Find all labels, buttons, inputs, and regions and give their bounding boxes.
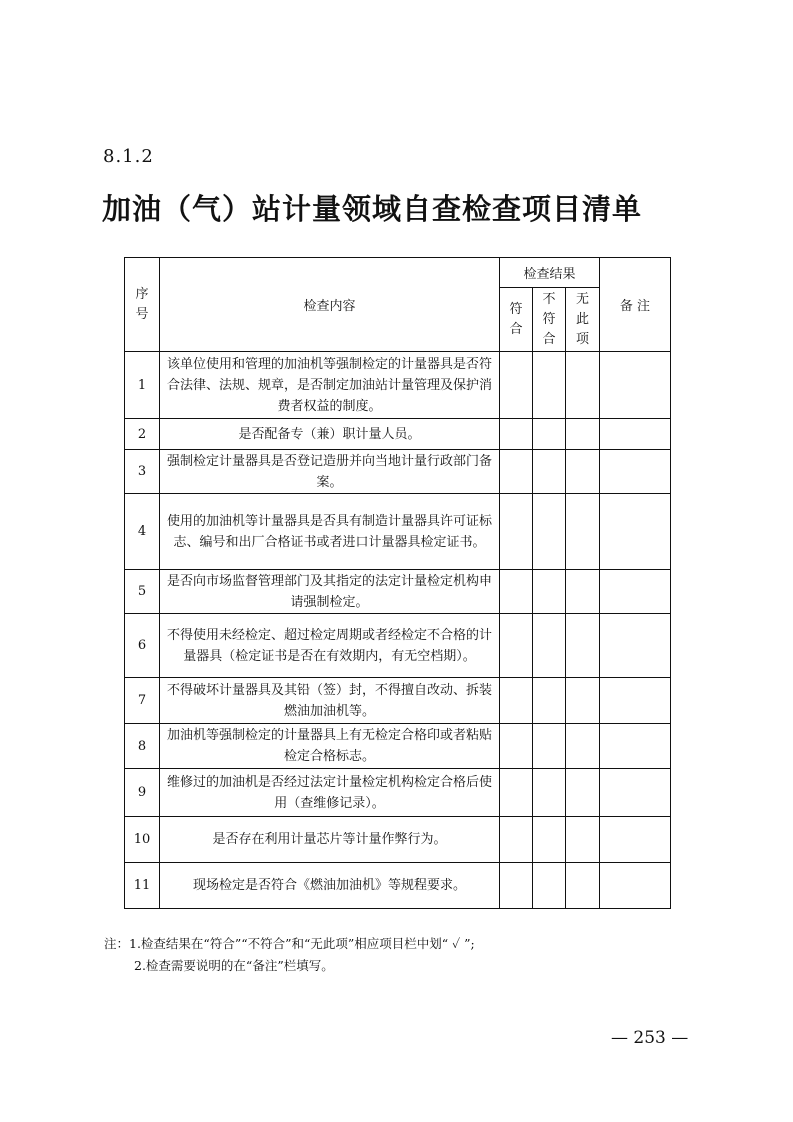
row-content: 现场检定是否符合《燃油加油机》等规程要求。 [160,863,500,909]
conform-cell[interactable] [500,419,533,450]
page-title: 加油（气）站计量领域自查检查项目清单 [102,192,643,226]
note-line-2: 2.检查需要说明的在“备注”栏填写。 [134,958,334,973]
page-number: — 253 — [611,1028,689,1048]
header-na: 无此项 [566,288,600,352]
notes [104,933,475,977]
na-cell[interactable] [566,570,600,614]
na-cell[interactable] [566,419,600,450]
row-number: 11 [125,863,160,909]
header-nonconform: 不符合 [533,288,566,352]
remark-cell[interactable] [600,570,671,614]
na-cell[interactable] [566,817,600,863]
na-cell[interactable] [566,614,600,678]
nonconform-cell[interactable] [533,769,566,817]
na-cell[interactable] [566,863,600,909]
note-line-1: 注：1.检查结果在“符合”“不符合”和“无此项”相应项目栏中划“ ✓ ”; [104,936,475,951]
conform-cell[interactable] [500,678,533,724]
na-cell[interactable] [566,352,600,419]
conform-cell[interactable] [500,570,533,614]
row-number: 2 [125,419,160,450]
row-content: 不得使用未经检定、超过检定周期或者经检定不合格的计量器具（检定证书是否在有效期内，有无空档期）。 [160,614,500,678]
row-content: 该单位使用和管理的加油机等强制检定的计量器具是否符合法律、法规、规章，是否制定加油站计量管理及保护消费者权益的制度。 [160,352,500,419]
remark-cell[interactable] [600,724,671,769]
row-number: 8 [125,724,160,769]
header-conform: 符合 [500,288,533,352]
conform-cell[interactable] [500,450,533,494]
header-seq: 序号 [125,258,160,352]
conform-cell[interactable] [500,863,533,909]
na-cell[interactable] [566,724,600,769]
table-row [125,614,671,678]
row-number: 3 [125,450,160,494]
na-cell[interactable] [566,450,600,494]
conform-cell[interactable] [500,769,533,817]
row-content: 加油机等强制检定的计量器具上有无检定合格印或者粘贴检定合格标志。 [160,724,500,769]
nonconform-cell[interactable] [533,570,566,614]
row-content: 不得破坏计量器具及其铅（签）封，不得擅自改动、拆装燃油加油机等。 [160,678,500,724]
row-content: 是否配备专（兼）职计量人员。 [160,419,500,450]
remark-cell[interactable] [600,863,671,909]
table-row [125,494,671,570]
na-cell[interactable] [566,494,600,570]
na-cell[interactable] [566,678,600,724]
row-content: 是否存在利用计量芯片等计量作弊行为。 [160,817,500,863]
header-remark: 备 注 [600,258,671,352]
nonconform-cell[interactable] [533,678,566,724]
remark-cell[interactable] [600,614,671,678]
nonconform-cell[interactable] [533,352,566,419]
row-content: 使用的加油机等计量器具是否具有制造计量器具许可证标志、编号和出厂合格证书或者进口计量器具检定证书。 [160,494,500,570]
remark-cell[interactable] [600,494,671,570]
nonconform-cell[interactable] [533,450,566,494]
row-content: 强制检定计量器具是否登记造册并向当地计量行政部门备案。 [160,450,500,494]
row-number: 6 [125,614,160,678]
nonconform-cell[interactable] [533,614,566,678]
row-number: 5 [125,570,160,614]
conform-cell[interactable] [500,614,533,678]
remark-cell[interactable] [600,450,671,494]
nonconform-cell[interactable] [533,724,566,769]
row-number: 1 [125,352,160,419]
section-number: 8.1.2 [103,146,154,167]
table-row [125,678,671,724]
remark-cell[interactable] [600,419,671,450]
table-row [125,724,671,769]
conform-cell[interactable] [500,817,533,863]
na-cell[interactable] [566,769,600,817]
table-row [125,863,671,909]
remark-cell[interactable] [600,817,671,863]
table-row [125,769,671,817]
conform-cell[interactable] [500,724,533,769]
header-result: 检查结果 [500,258,600,288]
conform-cell[interactable] [500,494,533,570]
table-row [125,419,671,450]
nonconform-cell[interactable] [533,494,566,570]
row-number: 10 [125,817,160,863]
row-number: 4 [125,494,160,570]
table-row [125,570,671,614]
row-number: 9 [125,769,160,817]
row-content: 维修过的加油机是否经过法定计量检定机构检定合格后使用（查维修记录）。 [160,769,500,817]
nonconform-cell[interactable] [533,419,566,450]
table-row [125,450,671,494]
header-content: 检查内容 [160,258,500,352]
remark-cell[interactable] [600,678,671,724]
remark-cell[interactable] [600,769,671,817]
row-content: 是否向市场监督管理部门及其指定的法定计量检定机构申请强制检定。 [160,570,500,614]
checklist-table [124,257,671,909]
table-row [125,352,671,419]
remark-cell[interactable] [600,352,671,419]
conform-cell[interactable] [500,352,533,419]
row-number: 7 [125,678,160,724]
nonconform-cell[interactable] [533,817,566,863]
table-row [125,817,671,863]
nonconform-cell[interactable] [533,863,566,909]
